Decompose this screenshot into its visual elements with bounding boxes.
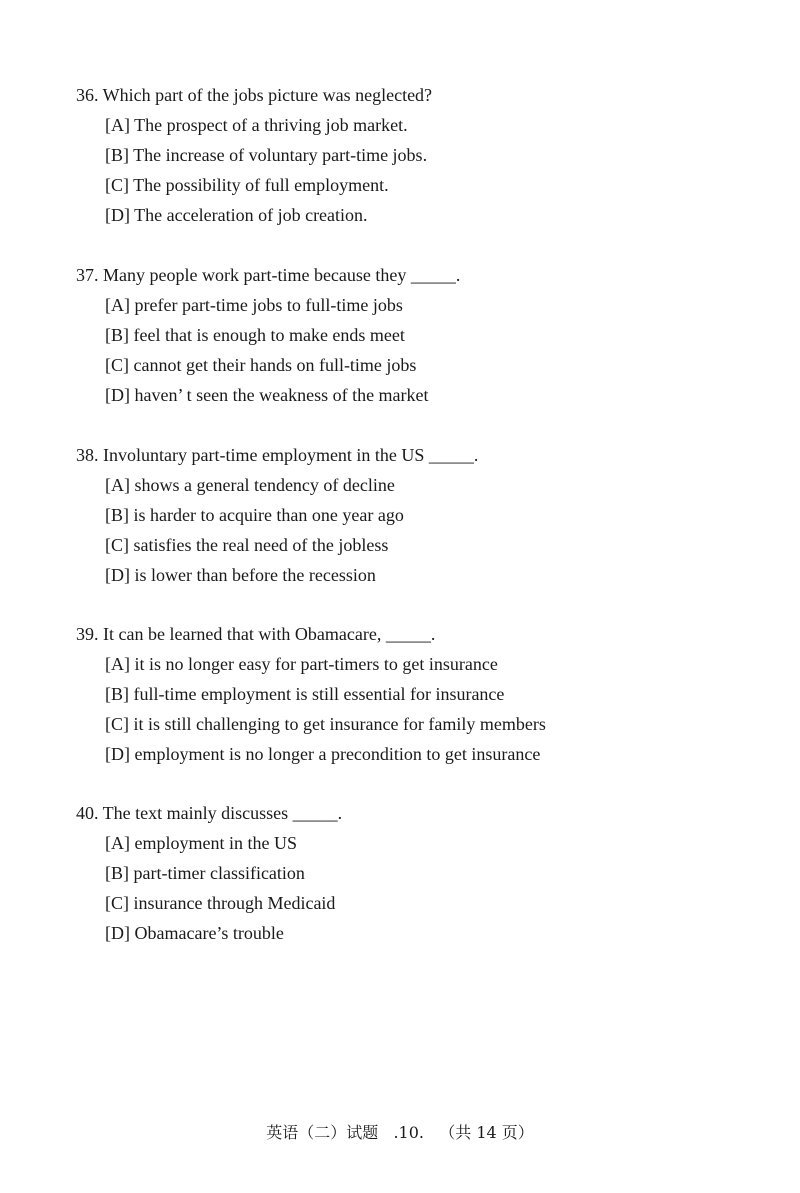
option-c: [C] satisfies the real need of the jobless (105, 535, 389, 555)
question-36 (76, 80, 756, 230)
option-a: [A] shows a general tendency of decline (105, 475, 395, 495)
option-c: [C] cannot get their hands on full-time jobs (105, 355, 417, 375)
option-c: [C] insurance through Medicaid (105, 893, 336, 913)
question-39 (76, 619, 756, 769)
page-footer: 英语（二）试题 .10. （共 14 页） (266, 1123, 534, 1142)
option-d: [D] is lower than before the recession (105, 565, 376, 585)
option-d: [D] haven’ t seen the weakness of the market (105, 385, 429, 405)
question-stem: 38. Involuntary part-time employment in the US _____. (76, 445, 479, 465)
option-d: [D] employment is no longer a precondition to get insurance (105, 744, 541, 764)
question-stem: 40. The text mainly discusses _____. (76, 803, 343, 823)
question-37 (76, 260, 756, 410)
option-a: [A] prefer part-time jobs to full-time jobs (105, 295, 403, 315)
option-d: [D] The acceleration of job creation. (105, 205, 368, 225)
option-c: [C] it is still challenging to get insurance for family members (105, 714, 546, 734)
option-c: [C] The possibility of full employment. (105, 175, 389, 195)
option-b: [B] is harder to acquire than one year ago (105, 505, 404, 525)
option-a: [A] employment in the US (105, 833, 297, 853)
question-38 (76, 440, 756, 590)
option-b: [B] feel that is enough to make ends meet (105, 325, 405, 345)
option-a: [A] it is no longer easy for part-timers to get insurance (105, 654, 498, 674)
option-b: [B] part-timer classification (105, 863, 305, 883)
option-b: [B] The increase of voluntary part-time jobs. (105, 145, 428, 165)
question-stem: 39. It can be learned that with Obamacare, _____. (76, 624, 436, 644)
option-d: [D] Obamacare’s trouble (105, 923, 284, 943)
option-a: [A] The prospect of a thriving job market. (105, 115, 408, 135)
question-stem: 37. Many people work part-time because they _____. (76, 265, 461, 285)
question-stem: 36. Which part of the jobs picture was neglected? (76, 85, 433, 105)
question-40 (76, 798, 756, 948)
option-b: [B] full-time employment is still essential for insurance (105, 684, 505, 704)
